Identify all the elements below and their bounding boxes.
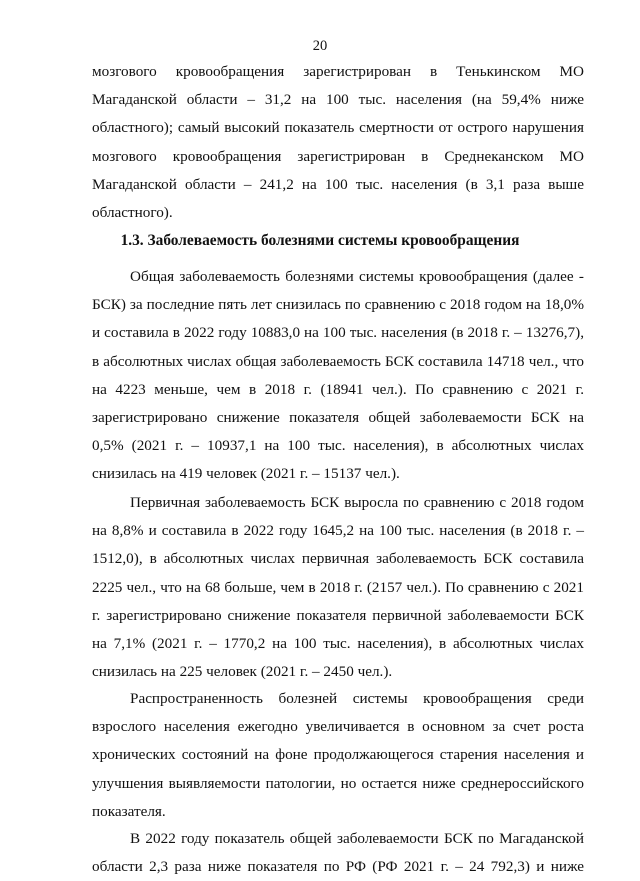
text-line: снизилась на 225 человек (2021 г. – 2450 чел.). (92, 663, 393, 681)
section-heading: 1.3. Заболеваемость болезнями системы кровообращения (120, 232, 520, 249)
text-line: г. зарегистрировано снижение показателя первичной заболеваемости БСК (92, 606, 584, 624)
text-line: Распространенность болезней системы кровообращения среди (130, 690, 584, 707)
text-line: 0,5% (2021 г. – 10937,1 на 100 тыс. населения), в абсолютных числах (92, 437, 584, 455)
text-line: взрослого населения ежегодно увеличивается в основном за счет роста (92, 718, 584, 736)
text-line: областного). (92, 204, 173, 222)
text-line: снизилась на 419 человек (2021 г. – 15137 чел.). (92, 465, 400, 483)
text-line: на 4223 меньше, чем в 2018 г. (18941 чел.). По сравнению с 2021 г. (92, 380, 584, 398)
text-line: Магаданской области – 31,2 на 100 тыс. населения (на 59,4% ниже (92, 91, 584, 109)
text-line: БСК) за последние пять лет снизилась по сравнению с 2018 годом на 18,0% (92, 296, 584, 314)
text-line: на 7,1% (2021 г. – 1770,2 на 100 тыс. населения), в абсолютных числах (92, 635, 584, 653)
text-line: в абсолютных числах общая заболеваемость БСК составила 14718 чел., что (92, 352, 584, 370)
text-line: и составила в 2022 году 10883,0 на 100 тыс. населения (в 2018 г. – 13276,7), (92, 324, 584, 342)
text-line: Общая заболеваемость болезнями системы кровообращения (далее - (130, 268, 584, 285)
text-line: 2225 чел., что на 68 больше, чем в 2018 г. (2157 чел.). По сравнению с 2021 (92, 578, 584, 596)
text-line: Магаданской области – 241,2 на 100 тыс. населения (в 3,1 раза выше (92, 175, 584, 193)
text-line: области 2,3 раза ниже показателя по РФ (РФ 2021 г. – 24 792,3) и ниже (92, 858, 584, 876)
text-line: мозгового кровообращения зарегистрирован в Среднеканском МО (92, 147, 584, 165)
text-line: В 2022 году показатель общей заболеваемости БСК по Магаданской (130, 830, 584, 847)
paragraph-prevalence (92, 685, 584, 826)
text-line: Первичная заболеваемость БСК выросла по сравнению с 2018 годом (130, 494, 584, 511)
paragraph-comparison-rf (92, 825, 584, 881)
page-number: 20 (312, 38, 328, 54)
paragraph-primary-morbidity (92, 489, 584, 686)
text-line: хронических состояний на фоне продолжающегося старения населения и (92, 746, 584, 764)
text-line: мозгового кровообращения зарегистрирован в Тенькинском МО (92, 63, 584, 80)
paragraph-general-morbidity (92, 263, 584, 489)
text-line: 1512,0), в абсолютных числах первичная заболеваемость БСК составила (92, 550, 584, 568)
text-line: на 8,8% и составила в 2022 году 1645,2 на 100 тыс. населения (в 2018 г. – (92, 522, 584, 540)
text-line: зарегистрировано снижение показателя общей заболеваемости БСК на (92, 409, 584, 427)
text-line: показателя. (92, 802, 166, 820)
text-line: улучшения выявляемости патологии, но остается ниже среднероссийского (92, 774, 584, 792)
text-line: областного); самый высокий показатель смертности от острого нарушения (92, 119, 584, 137)
paragraph-mortality (92, 58, 584, 227)
